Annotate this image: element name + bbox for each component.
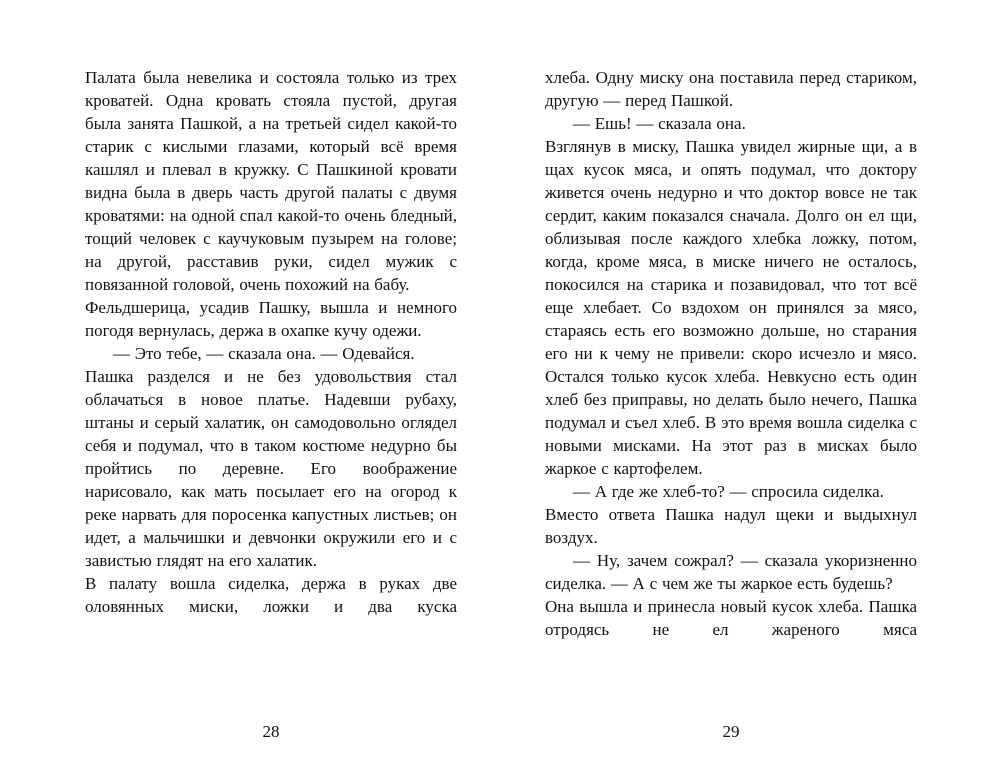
- left-page-text-column: [85, 66, 457, 618]
- paragraph-dialogue: — Это тебе, — сказала она. — Одевайся.: [113, 344, 415, 363]
- paragraph-dialogue: — Ну, зачем сожрал? — сказала укоризненно сиделка. — А с чем же ты жаркое есть будешь?: [545, 551, 917, 593]
- paragraph: Вместо ответа Пашка надул щеки и выдыхнул воздух.: [545, 505, 917, 547]
- paragraph: Фельдшерица, усадив Пашку, вышла и немного погодя вернулась, держа в охапке кучу одежи.: [85, 298, 457, 340]
- right-page-number: 29: [722, 722, 740, 741]
- paragraph: В палату вошла сиделка, держа в руках две оловянных миски, ложки и два куска: [85, 574, 457, 616]
- paragraph-dialogue: — Ешь! — сказала она.: [573, 114, 746, 133]
- paragraph-dialogue: — А где же хлеб-то? — спросила сиделка.: [573, 482, 884, 501]
- paragraph: Палата была невелика и состояла только из трех кроватей. Одна кровать стояла пустой, другая была занята Пашкой, а на третьей сидел какой-то старик с кислыми глазами, который всё время кашлял и плевал в кружку. С Пашкиной кровати видна была в дверь часть другой палаты с двумя кроватями: на одной спал какой-то очень бледный, тощий человек с каучуковым пузырем на голове; на другой, расставив руки, сидел мужик с повязанной головой, очень похожий на бабу.: [85, 68, 457, 294]
- left-page-number: 28: [262, 722, 280, 741]
- paragraph: Она вышла и принесла новый кусок хлеба. Пашка отродясь не ел жареного мяса: [545, 597, 917, 639]
- right-page-text-column: [545, 66, 917, 641]
- paragraph: Пашка разделся и не без удовольствия стал облачаться в новое платье. Надевши рубаху, штаны и серый халатик, он самодовольно оглядел себя и подумал, что в таком костюме недурно бы пройтись по деревне. Его воображение нарисовало, как мать посылает его на огород к реке нарвать для поросенка капустных листьев; он идет, а мальчишки и девчонки окружили его и с завистью глядят на его халатик.: [85, 367, 457, 570]
- paragraph: Взглянув в миску, Пашка увидел жирные щи, а в щах кусок мяса, и опять подумал, что доктору живется очень недурно и что доктор вовсе не так сердит, каким показался сначала. Долго он ел щи, облизывая после каждого хлебка ложку, потом, когда, кроме мяса, в миске ничего не осталось, покосился на старика и позавидовал, что тот всё еще хлебает. Со вздохом он принялся за мясо, стараясь есть его возможно дольше, но старания его ни к чему не привели: скоро исчезло и мясо. Остался только кусок хлеба. Невкусно есть один хлеб без приправы, но делать было нечего, Пашка подумал и съел хлеб. В это время вошла сиделка с новыми мисками. На этот раз в мисках было жаркое с картофелем.: [545, 137, 917, 478]
- paragraph: хлеба. Одну миску она поставила перед стариком, другую — перед Пашкой.: [545, 68, 917, 110]
